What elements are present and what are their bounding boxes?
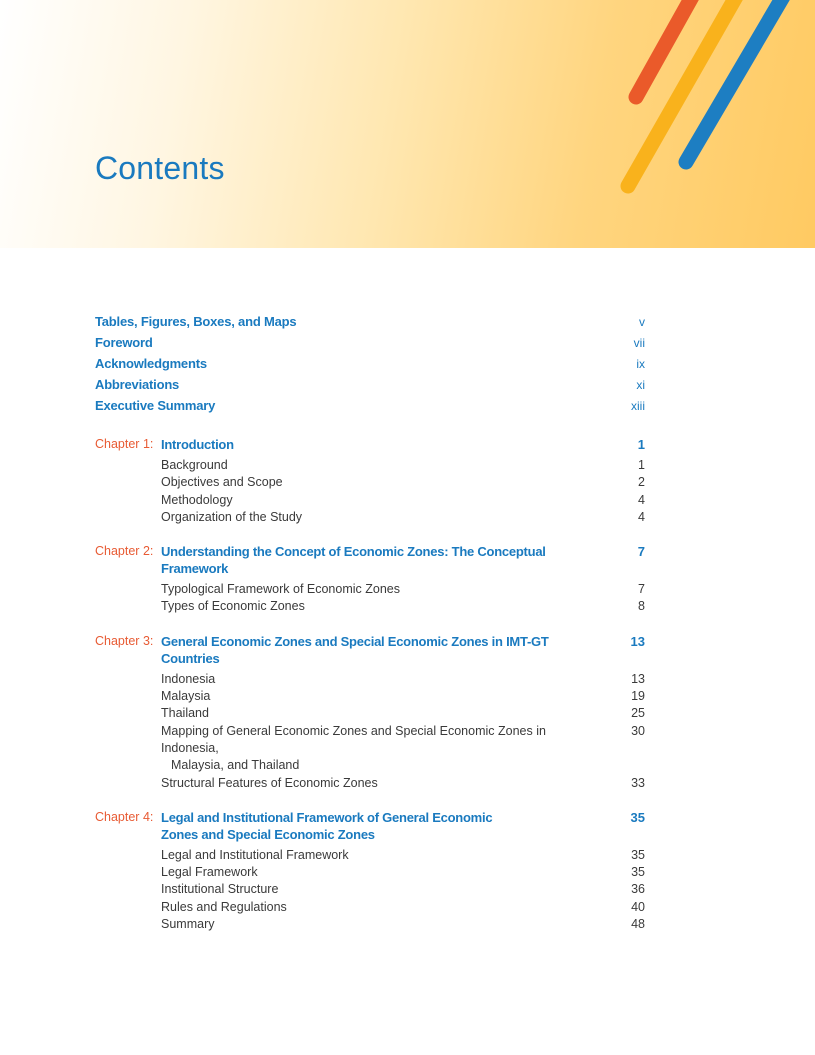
- decorative-stripes: [0, 0, 815, 248]
- chapter-number: Chapter 2:: [95, 544, 154, 559]
- section-item[interactable]: [95, 881, 645, 898]
- section-item[interactable]: [95, 474, 645, 491]
- section-title: Types of Economic Zones: [161, 599, 305, 614]
- section-title: Rules and Regulations: [161, 899, 287, 914]
- section-title: Typological Framework of Economic Zones: [161, 582, 400, 597]
- chapter-heading[interactable]: [95, 809, 645, 843]
- front-matter-list: [95, 314, 645, 419]
- section-item[interactable]: [95, 581, 645, 598]
- chapter-number: Chapter 4:: [95, 809, 154, 824]
- section-item[interactable]: [95, 688, 645, 705]
- front-matter-page: xi: [636, 378, 645, 392]
- section-page: 35: [631, 865, 645, 880]
- section-item[interactable]: [95, 457, 645, 474]
- section-page: 40: [631, 899, 645, 914]
- chapter-1: [95, 436, 645, 526]
- chapter-page: 35: [630, 809, 645, 825]
- chapter-number: Chapter 3:: [95, 633, 154, 648]
- section-page: 1: [638, 458, 645, 472]
- section-page: 8: [638, 599, 645, 614]
- section-item[interactable]: [95, 671, 645, 688]
- chapter-4: [95, 809, 645, 933]
- section-item[interactable]: [95, 916, 645, 933]
- section-page: 2: [638, 475, 645, 490]
- section-page: 13: [631, 671, 645, 686]
- chapter-title: General Economic Zones and Special Economic Zones in IMT-GT Countries: [161, 633, 549, 666]
- section-page: 7: [638, 582, 645, 597]
- chapter-2: [95, 543, 645, 616]
- section-title-multiline: [161, 723, 615, 775]
- chapter-title: Understanding the Concept of Economic Zones: The Conceptual Framework: [161, 544, 546, 577]
- page-title: Contents: [95, 150, 225, 186]
- chapter-page: 13: [630, 633, 645, 649]
- chapter-number: Chapter 1:: [95, 437, 154, 451]
- section-title: Indonesia: [161, 671, 216, 686]
- front-matter-page: xiii: [631, 399, 645, 413]
- front-matter-label: Executive Summary: [95, 398, 216, 413]
- section-page: 33: [631, 775, 645, 790]
- section-item[interactable]: [95, 864, 645, 881]
- section-title: Legal Framework: [161, 865, 258, 880]
- front-matter-item[interactable]: [95, 377, 645, 398]
- front-matter-item[interactable]: [95, 356, 645, 377]
- section-item[interactable]: [95, 509, 645, 526]
- chapter-heading[interactable]: [95, 633, 645, 667]
- section-title: Institutional Structure: [161, 882, 279, 897]
- section-title: Thailand: [161, 706, 209, 721]
- section-page: 4: [638, 492, 645, 507]
- section-title: Methodology: [161, 492, 233, 507]
- section-page: 35: [631, 847, 645, 862]
- table-of-contents: [95, 314, 645, 933]
- chapter-page: 1: [637, 437, 645, 452]
- front-matter-item[interactable]: [95, 335, 645, 356]
- section-title: Summary: [161, 917, 215, 932]
- front-matter-label: Tables, Figures, Boxes, and Maps: [95, 314, 297, 329]
- chapter-heading[interactable]: [95, 436, 645, 453]
- section-item[interactable]: [95, 847, 645, 864]
- section-title-line1: Mapping of General Economic Zones and Special Economic Zones in Indonesia,: [161, 723, 546, 755]
- front-matter-label: Acknowledgments: [95, 356, 207, 371]
- chapter-heading[interactable]: [95, 543, 645, 577]
- section-page: 4: [638, 509, 645, 524]
- section-title: Structural Features of Economic Zones: [161, 775, 378, 790]
- section-title: Background: [161, 458, 228, 472]
- section-item[interactable]: [95, 492, 645, 509]
- front-matter-item[interactable]: [95, 398, 645, 419]
- section-item[interactable]: [95, 899, 645, 916]
- chapter-3: [95, 633, 645, 792]
- section-item[interactable]: [95, 705, 645, 722]
- section-page: 19: [631, 689, 645, 704]
- section-title: Malaysia: [161, 689, 211, 704]
- front-matter-page: ix: [636, 357, 645, 371]
- front-matter-label: Abbreviations: [95, 377, 180, 392]
- section-item[interactable]: [95, 723, 645, 775]
- section-item[interactable]: [95, 598, 645, 615]
- section-title: Organization of the Study: [161, 509, 303, 524]
- section-page: 48: [631, 917, 645, 932]
- front-matter-item[interactable]: [95, 314, 645, 335]
- section-title: Legal and Institutional Framework: [161, 847, 349, 862]
- chapter-page: 7: [637, 544, 645, 560]
- chapter-title: Legal and Institutional Framework of General Economic Zones and Special Economic Zones: [161, 809, 493, 842]
- section-page: 25: [631, 706, 645, 721]
- header-band: [0, 0, 815, 248]
- section-title: Objectives and Scope: [161, 475, 283, 490]
- chapter-title: Introduction: [161, 437, 234, 452]
- blue-stripe: [686, 0, 784, 162]
- section-page: 36: [631, 882, 645, 897]
- section-page: 30: [631, 723, 645, 738]
- front-matter-page: v: [639, 315, 645, 329]
- section-item[interactable]: [95, 775, 645, 792]
- front-matter-page: vii: [633, 336, 645, 350]
- front-matter-label: Foreword: [95, 335, 153, 350]
- section-title-line2: Malaysia, and Thailand: [171, 758, 300, 773]
